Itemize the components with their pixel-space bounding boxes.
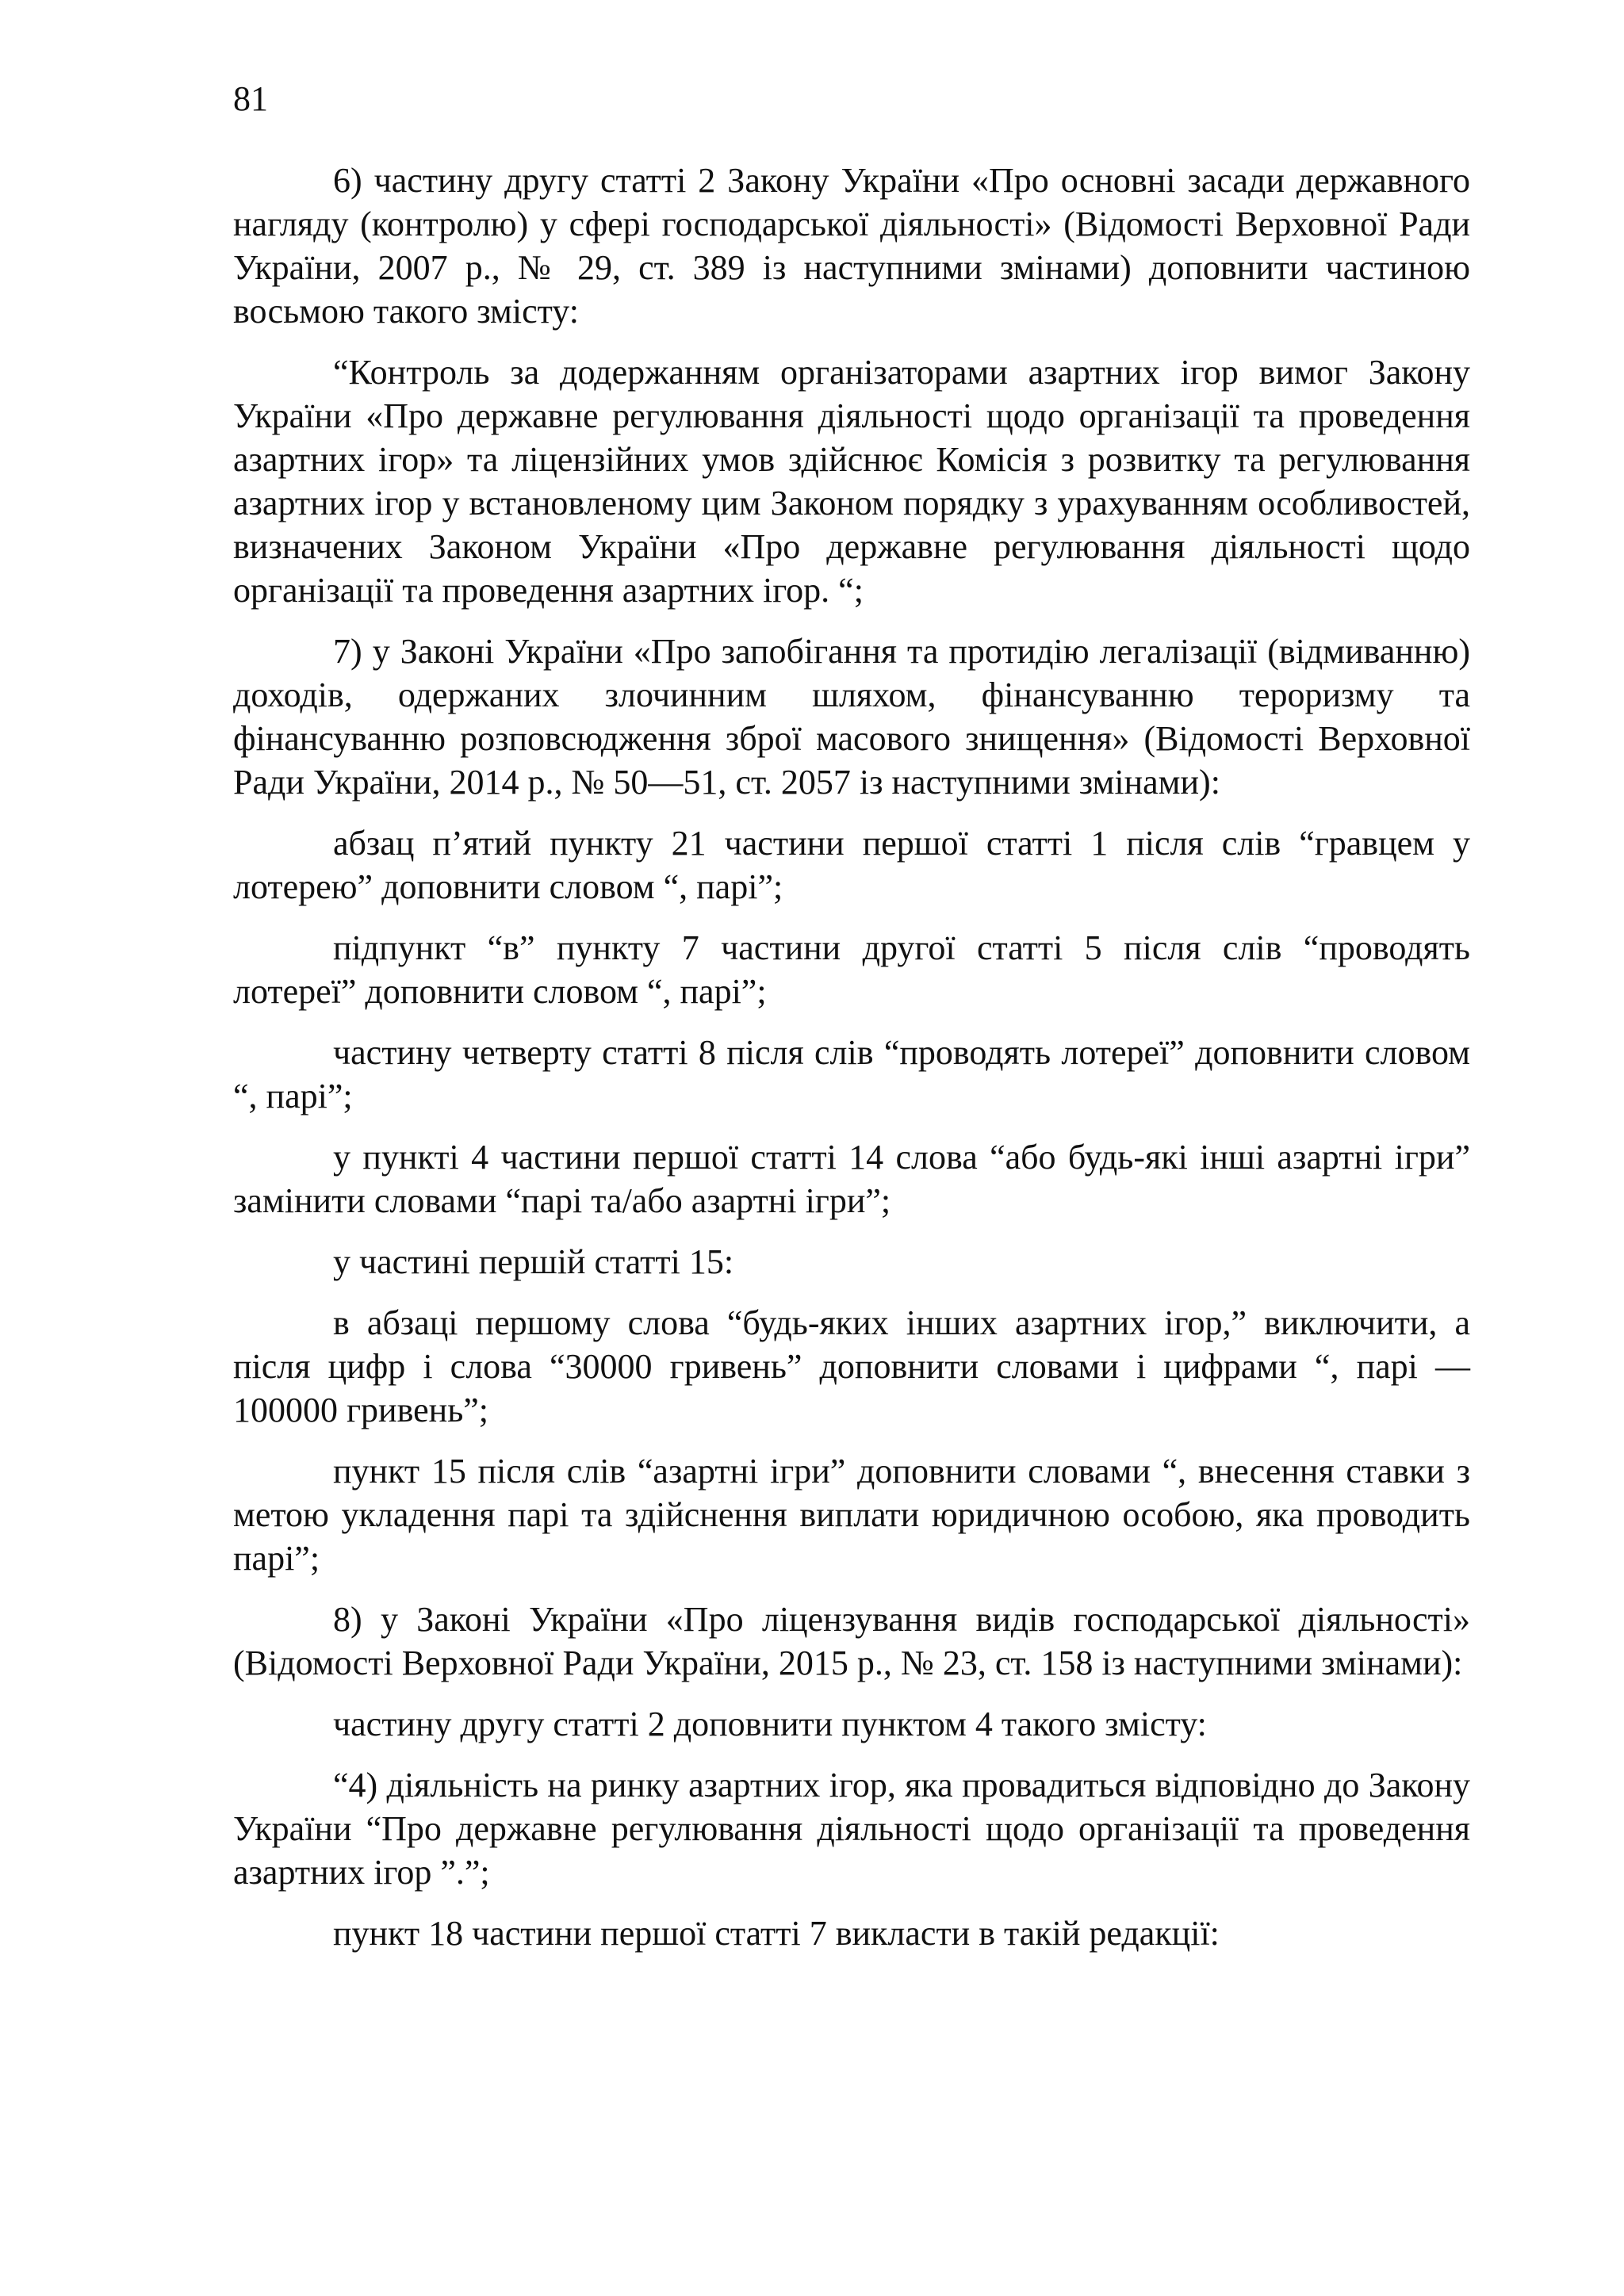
amendment-paragraph: підпункт “в” пункту 7 частини другої статті 5 після слів “проводять лотереї” доповнити словом “, парі”; (233, 928, 1470, 1011)
amendment-paragraph: у пункті 4 частини першої статті 14 слова “або будь-які інші азартні ігри” замінити словами “парі та/або азартні ігри”; (233, 1138, 1470, 1220)
amendment-paragraph: частину четверту статті 8 після слів “проводять лотереї” доповнити словом “, парі”; (233, 1033, 1470, 1115)
quoted-amendment-text: “Контроль за додержанням організаторами азартних ігор вимог Закону України «Про державне регулювання діяльності щодо організації та проведення азартних ігор» та ліцензійних умов здійснює Комісія з розвитку та регулювання азартних ігор у встановленому цим Законом порядку з урахуванням особливостей, визначених Законом України «Про державне регулювання діяльності щодо організації та проведення азартних ігор. “; (233, 353, 1470, 610)
amendment-paragraph: в абзаці першому слова “будь-яких інших азартних ігор,” виключити, а після цифр і слова “30000 гривень” доповнити словами і цифрами “, парі — 100000 гривень”; (233, 1303, 1470, 1429)
amendment-paragraph: абзац п’ятий пункту 21 частини першої статті 1 після слів “гравцем у лотерею” доповнити словом “, парі”; (233, 824, 1470, 906)
quoted-amendment-text: “4) діяльність на ринку азартних ігор, яка провадиться відповідно до Закону України “Про державне регулювання діяльності щодо організації та проведення азартних ігор ”.”; (233, 1766, 1470, 1892)
paragraph-item-6: 6) частину другу статті 2 Закону України «Про основні засади державного нагляду (контролю) у сфері господарської діяльності» (Відомості Верховної Ради України, 2007 р., № 29, ст. 389 із наступними змінами) доповнити частиною восьмою такого змісту: (233, 161, 1470, 331)
amendment-paragraph: частину другу статті 2 доповнити пунктом 4 такого змісту: (333, 1705, 1207, 1743)
paragraph-item-7: 7) у Законі України «Про запобігання та протидію легалізації (відмиванню) доходів, одержаних злочинним шляхом, фінансуванню тероризму та фінансуванню розповсюдження зброї масового знищення» (Відомості Верховної Ради України, 2014 р., № 50—51, ст. 2057 із наступними змінами): (233, 632, 1470, 802)
paragraph-item-8: 8) у Законі України «Про ліцензування видів господарської діяльності» (Відомості Верховної Ради України, 2015 р., № 23, ст. 158 із наступними змінами): (233, 1600, 1470, 1682)
document-body (233, 159, 1470, 1973)
amendment-paragraph: у частині першій статті 15: (333, 1242, 734, 1281)
amendment-paragraph: пункт 18 частини першої статті 7 викласти в такій редакції: (333, 1914, 1220, 1953)
page-number: 81 (233, 79, 268, 118)
amendment-paragraph: пункт 15 після слів “азартні ігри” доповнити словами “, внесення ставки з метою укладення парі та здійснення виплати юридичною особою, яка проводить парі”; (233, 1452, 1470, 1578)
